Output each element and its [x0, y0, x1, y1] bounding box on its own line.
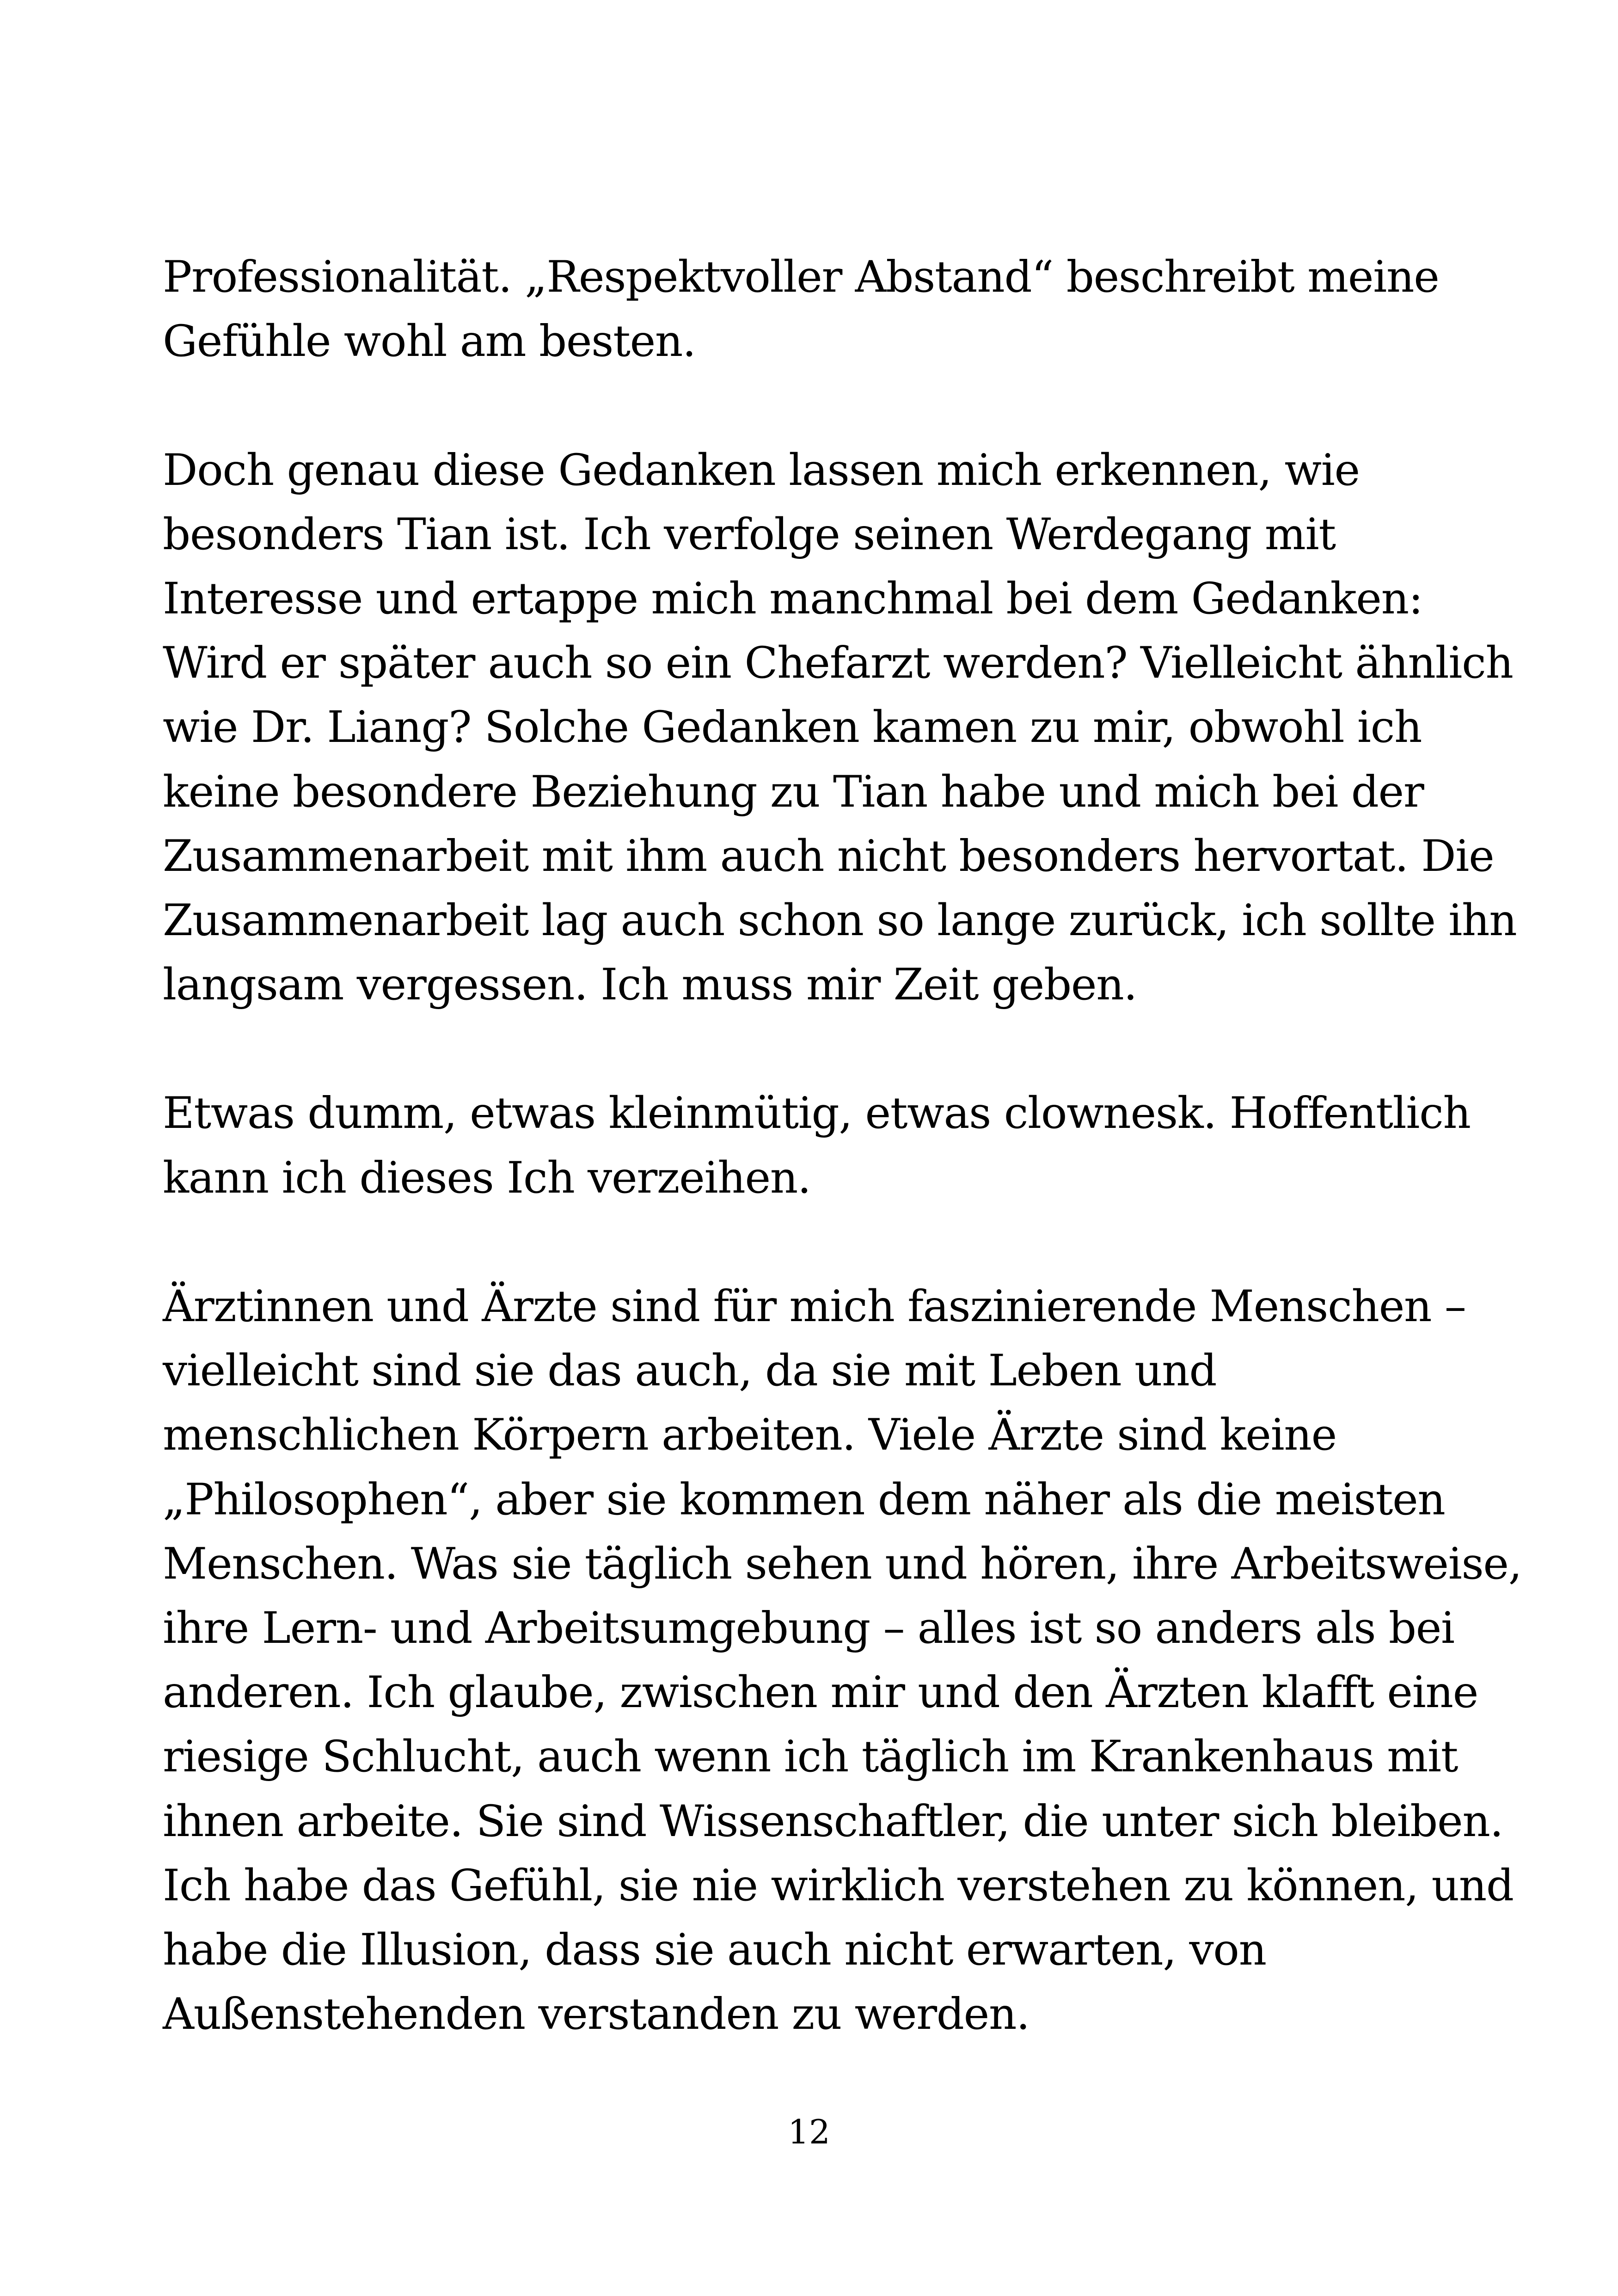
text-line: Etwas dumm, etwas kleinmütig, etwas clownesk. Hoffentlich [163, 1088, 1471, 1139]
text-line: Ich habe das Gefühl, sie nie wirklich verstehen zu können, und [163, 1860, 1514, 1911]
text-line: Ärztinnen und Ärzte sind für mich faszinierende Menschen – [163, 1281, 1466, 1332]
text-line: menschlichen Körpern arbeiten. Viele Ärzte sind keine [163, 1410, 1336, 1461]
text-line: Außenstehenden verstanden zu werden. [163, 1989, 1030, 2040]
text-line: wie Dr. Liang? Solche Gedanken kamen zu mir, obwohl ich [163, 702, 1422, 753]
text-line: habe die Illusion, dass sie auch nicht erwarten, von [163, 1924, 1266, 1975]
text-line: Doch genau diese Gedanken lassen mich erkennen, wie [163, 445, 1360, 496]
text-line: langsam vergessen. Ich muss mir Zeit geben. [163, 960, 1137, 1010]
text-line: Menschen. Was sie täglich sehen und hören, ihre Arbeitsweise, [163, 1538, 1522, 1589]
text-line: besonders Tian ist. Ich verfolge seinen Werdegang mit [163, 509, 1336, 560]
text-line: ihre Lern- und Arbeitsumgebung – alles ist so anders als bei [163, 1603, 1454, 1653]
text-line: Professionalität. „Respektvoller Abstand“ beschreibt meine [163, 252, 1439, 302]
text-line: „Philosophen“, aber sie kommen dem näher als die meisten [163, 1474, 1445, 1525]
text-line: keine besondere Beziehung zu Tian habe und mich bei der [163, 766, 1424, 817]
body-text [163, 245, 1522, 2111]
text-line: Wird er später auch so ein Chefarzt werden? Vielleicht ähnlich [163, 638, 1513, 689]
paragraph-4 [163, 1274, 1522, 2046]
text-line: ihnen arbeite. Sie sind Wissenschaftler, die unter sich bleiben. [163, 1796, 1503, 1847]
text-line: anderen. Ich glaube, zwischen mir und den Ärzten klafft eine [163, 1667, 1478, 1718]
text-line: Gefühle wohl am besten. [163, 316, 696, 367]
text-line: riesige Schlucht, auch wenn ich täglich im Krankenhaus mit [163, 1732, 1458, 1782]
paragraph-1 [163, 245, 1457, 373]
text-line: Zusammenarbeit lag auch schon so lange zurück, ich sollte ihn [163, 895, 1517, 946]
text-line: vielleicht sind sie das auch, da sie mit Leben und [163, 1346, 1217, 1396]
paragraph-3 [163, 1081, 1471, 1210]
paragraph-2 [163, 438, 1517, 1017]
page-number: 12 [788, 2112, 830, 2151]
text-line: kann ich dieses Ich verzeihen. [163, 1152, 811, 1203]
text-line: Interesse und ertappe mich manchmal bei dem Gedanken: [163, 573, 1423, 624]
text-line: Zusammenarbeit mit ihm auch nicht besonders hervortat. Die [163, 831, 1494, 882]
